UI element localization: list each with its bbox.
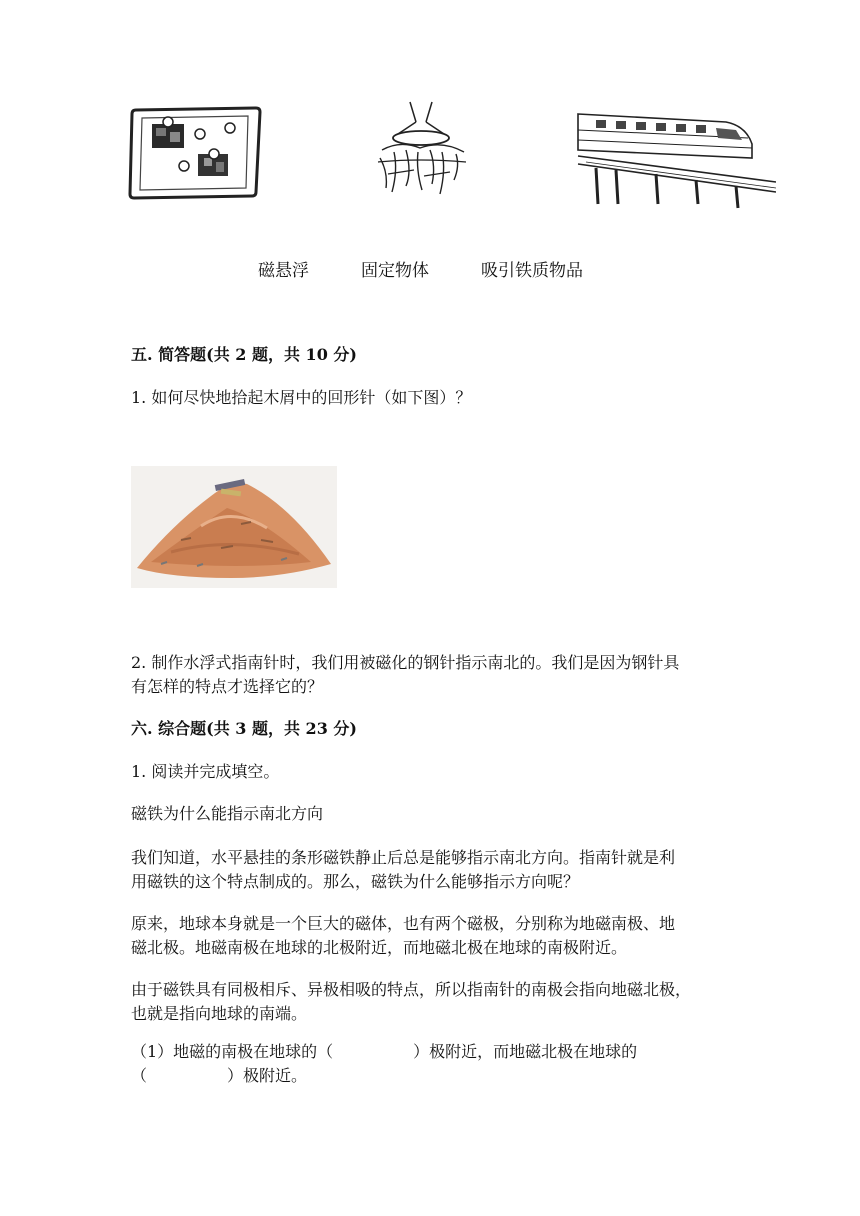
section5-q2-line2: 有怎样的特点才选择它的？ xyxy=(131,677,324,696)
passage-p3-line1: 由于磁铁具有同极相斥、异极相吸的特点，所以指南针的南极会指向地磁北极， xyxy=(131,980,692,999)
passage-p2-line2: 磁北极。地磁南极在地球的北极附近，而地磁北极在地球的南极附近。 xyxy=(131,938,628,957)
wood-shavings-photo xyxy=(131,466,337,588)
option-attract-iron: 吸引铁质物品 xyxy=(481,261,583,281)
maglev-train-icon xyxy=(576,104,776,212)
section6-q1: 1. 阅读并完成填空。 xyxy=(131,762,280,781)
section5-q1: 1. 如何尽快地拾起木屑中的回形针（如下图）？ xyxy=(131,388,472,407)
fill-blank-line1: （1）地磁的南极在地球的（ ）极附近，而地磁北极在地球的 xyxy=(131,1042,638,1061)
section5-q2-line1: 2. 制作水浮式指南针时，我们用被磁化的钢针指示南北的。我们是因为钢针具 xyxy=(131,653,680,672)
fill-blank-line2: （ ）极附近。 xyxy=(131,1066,308,1085)
passage-p3-line2: 也就是指向地球的南端。 xyxy=(131,1004,308,1023)
option-fix-objects: 固定物体 xyxy=(361,261,429,281)
passage-title: 磁铁为什么能指示南北方向 xyxy=(131,804,324,823)
passage-p1-line1: 我们知道，水平悬挂的条形磁铁静止后总是能够指示南北方向。指南针就是利 xyxy=(131,848,676,867)
passage-p1-line2: 用磁铁的这个特点制成的。那么，磁铁为什么能够指示方向呢？ xyxy=(131,872,580,891)
magnetic-crane-icon xyxy=(360,100,482,202)
section5-heading: 五. 简答题(共 2 题，共 10 分) xyxy=(131,345,357,364)
option-maglev: 磁悬浮 xyxy=(258,261,309,281)
passage-p2-line1: 原来，地球本身就是一个巨大的磁体，也有两个磁极，分别称为地磁南极、地 xyxy=(131,914,676,933)
section6-heading: 六. 综合题(共 3 题，共 23 分) xyxy=(131,719,357,738)
magnet-board-icon xyxy=(128,104,262,200)
